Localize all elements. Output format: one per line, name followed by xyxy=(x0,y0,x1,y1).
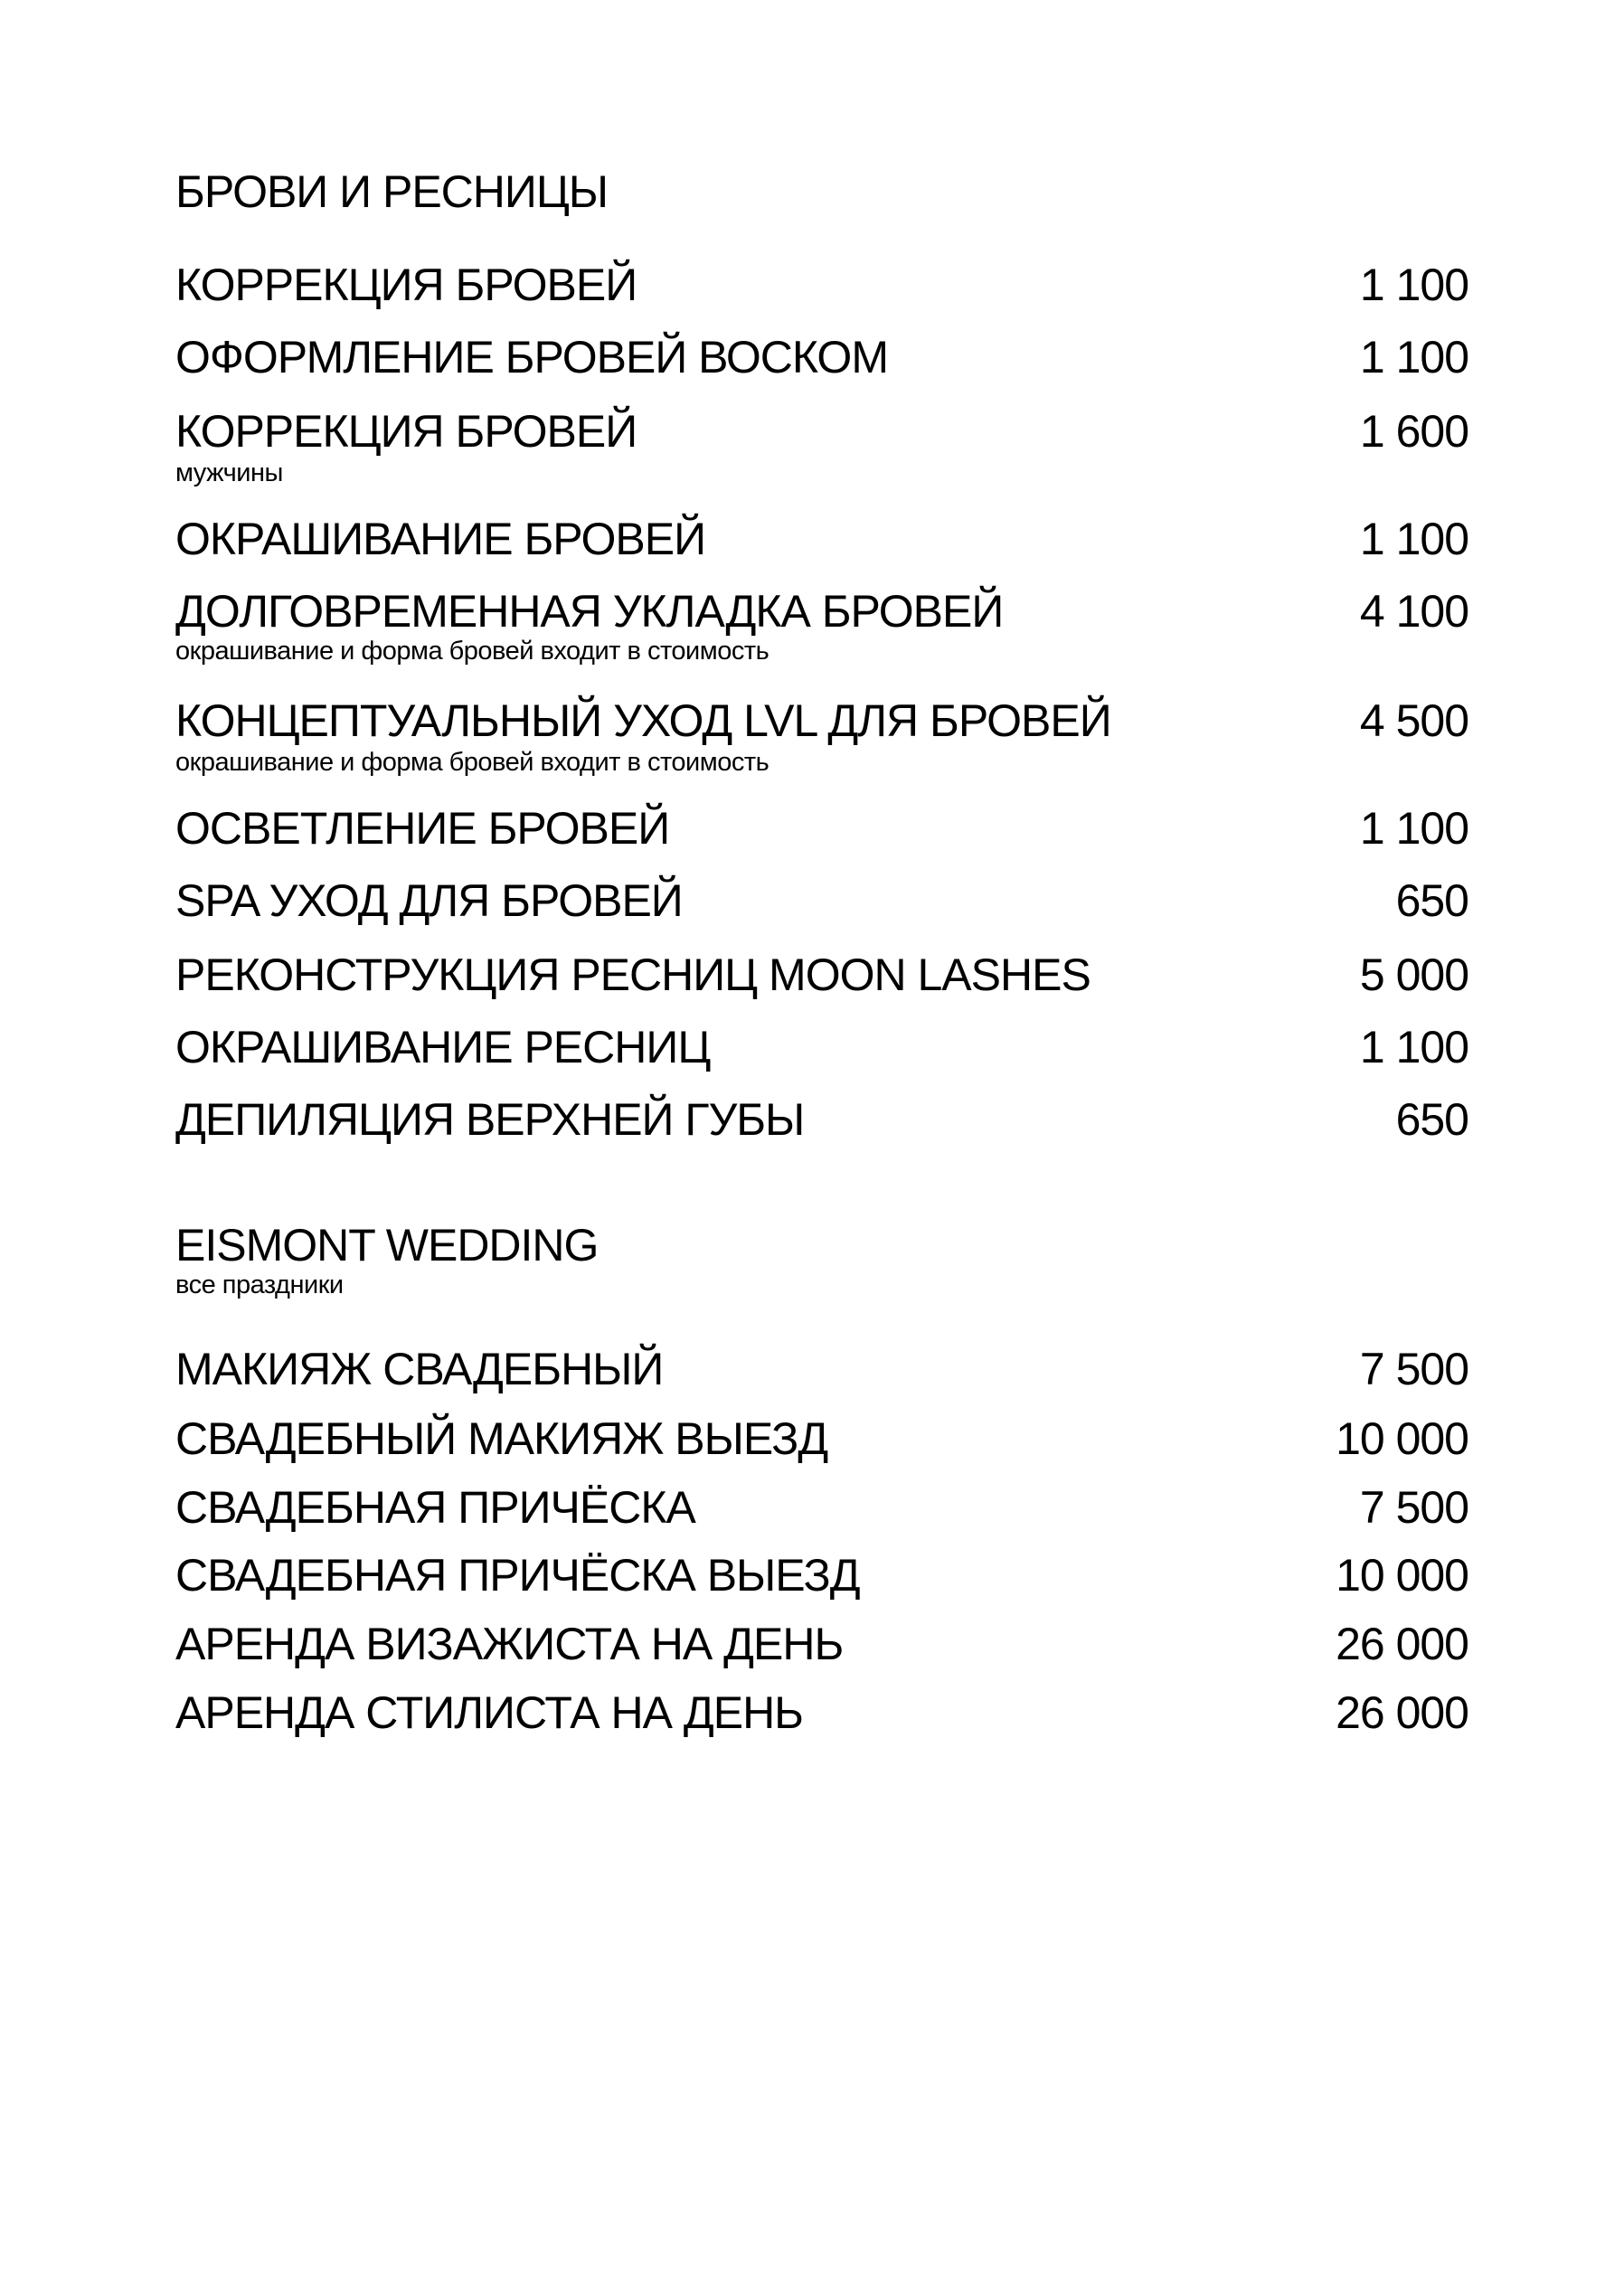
service-name: ОФОРМЛЕНИЕ БРОВЕЙ ВОСКОМ xyxy=(175,332,888,383)
service-price: 4 500 xyxy=(1359,695,1468,746)
service-name: СВАДЕБНЫЙ МАКИЯЖ ВЫЕЗД xyxy=(175,1413,828,1464)
service-price: 1 100 xyxy=(1359,332,1468,383)
service-name: ОКРАШИВАНИЕ РЕСНИЦ xyxy=(175,1022,711,1072)
service-price: 26 000 xyxy=(1336,1619,1468,1669)
service-price: 1 100 xyxy=(1359,1022,1468,1072)
service-price: 7 500 xyxy=(1359,1482,1468,1533)
service-price: 650 xyxy=(1395,875,1468,926)
service-name: КОНЦЕПТУАЛЬНЫЙ УХОД LVL ДЛЯ БРОВЕЙ xyxy=(175,695,1111,746)
service-price: 1 600 xyxy=(1359,406,1468,457)
service-name: СВАДЕБНАЯ ПРИЧЁСКА xyxy=(175,1482,695,1533)
service-price: 26 000 xyxy=(1336,1687,1468,1738)
service-name: SPA УХОД ДЛЯ БРОВЕЙ xyxy=(175,875,683,926)
service-name: АРЕНДА СТИЛИСТА НА ДЕНЬ xyxy=(175,1687,803,1738)
service-name: КОРРЕКЦИЯ БРОВЕЙ xyxy=(175,406,637,457)
section-title: БРОВИ И РЕСНИЦЫ xyxy=(175,166,609,217)
service-note: мужчины xyxy=(175,458,283,487)
service-note: окрашивание и форма бровей входит в стоимость xyxy=(175,637,770,666)
service-name: ДОЛГОВРЕМЕННАЯ УКЛАДКА БРОВЕЙ xyxy=(175,586,1004,637)
service-name: ОСВЕТЛЕНИЕ БРОВЕЙ xyxy=(175,803,670,854)
service-price: 650 xyxy=(1395,1094,1468,1145)
service-name: СВАДЕБНАЯ ПРИЧЁСКА ВЫЕЗД xyxy=(175,1550,860,1601)
service-price: 4 100 xyxy=(1359,586,1468,637)
section-subtitle: все праздники xyxy=(175,1271,344,1299)
service-price: 1 100 xyxy=(1359,803,1468,854)
service-price: 5 000 xyxy=(1359,949,1468,1000)
service-price: 10 000 xyxy=(1336,1550,1468,1601)
service-name: АРЕНДА ВИЗАЖИСТА НА ДЕНЬ xyxy=(175,1619,844,1669)
service-price: 1 100 xyxy=(1359,514,1468,564)
service-name: ДЕПИЛЯЦИЯ ВЕРХНЕЙ ГУБЫ xyxy=(175,1094,805,1145)
service-price: 7 500 xyxy=(1359,1344,1468,1394)
service-name: ОКРАШИВАНИЕ БРОВЕЙ xyxy=(175,514,706,564)
service-name: МАКИЯЖ СВАДЕБНЫЙ xyxy=(175,1344,664,1394)
service-name: КОРРЕКЦИЯ БРОВЕЙ xyxy=(175,260,637,310)
section-title: EISMONT WEDDING xyxy=(175,1220,599,1271)
service-name: РЕКОНСТРУКЦИЯ РЕСНИЦ MOON LASHES xyxy=(175,949,1091,1000)
service-note: окрашивание и форма бровей входит в стоимость xyxy=(175,748,770,777)
service-price: 1 100 xyxy=(1359,260,1468,310)
service-price: 10 000 xyxy=(1336,1413,1468,1464)
